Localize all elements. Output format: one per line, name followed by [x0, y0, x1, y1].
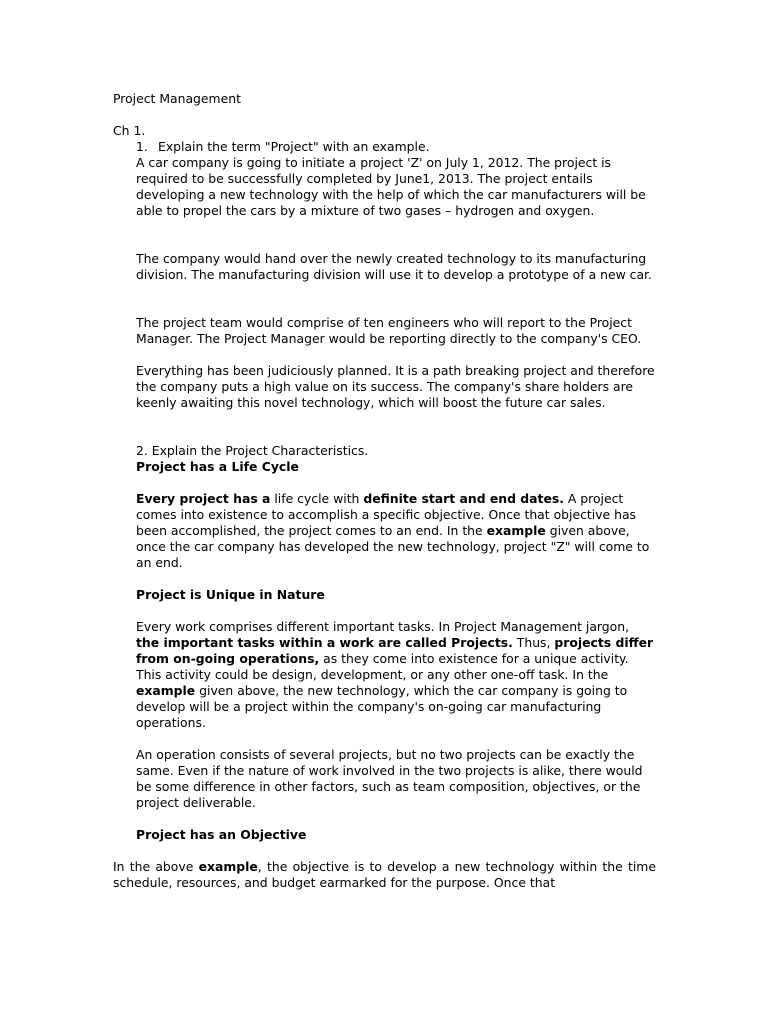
objective-text-1: In the above — [113, 859, 199, 874]
heading-objective: Project has an Objective — [136, 827, 307, 842]
paragraph-car-company: A car company is going to initiate a project 'Z' on July 1, 2012. The project is required to be successfully completed by June1, 2013. The project entails developing a new technology with the help of which the car manufacturers will be able to propel the cars by a mixture of two gases – hydrogen and oxygen. — [136, 155, 646, 218]
heading-life-cycle-wrap — [136, 459, 656, 475]
objective-text-2: , the objective is to develop a new technology within the time schedule, resources, and budget earmarked for the purpose. Once that — [113, 859, 656, 890]
life-bold-3: example — [486, 523, 546, 538]
unique-bold-3: example — [136, 683, 196, 698]
paragraph-handover: The company would hand over the newly created technology to its manufacturing division. The manufacturing division will use it to develop a prototype of a new car. — [136, 251, 652, 282]
objective-bold-1: example — [198, 859, 258, 874]
document-title: Project Management — [113, 91, 241, 106]
paragraph-operation: An operation consists of several projects, but no two projects can be exactly the same. Even if the nature of work involved in the two projects is alike, there would be some difference in other factors, such as team composition, objectives, or the project deliverable. — [136, 747, 643, 810]
life-text-1: life cycle with — [270, 491, 364, 506]
unique-bold-2: projects differ from on-going operations, — [136, 635, 654, 666]
question-1-number: 1. — [136, 139, 148, 154]
paragraph-unique — [136, 619, 656, 731]
unique-bold-1: the important tasks within a work are called Projects. — [136, 635, 513, 650]
question-1-text: Explain the term "Project" with an example. — [158, 139, 430, 154]
paragraph-planning: Everything has been judiciously planned. It is a path breaking project and therefore the company puts a high value on its success. The company's share holders are keenly awaiting this novel technology, which will boost the future car sales. — [136, 363, 655, 410]
paragraph-project-team: The project team would comprise of ten engineers who will report to the Project Manager. The Project Manager would be reporting directly to the company's CEO. — [136, 315, 642, 346]
paragraph-life-cycle — [136, 491, 656, 571]
unique-text-3: as they come into existence for a unique activity. This activity could be design, development, or any other one-off task. In the — [136, 651, 629, 682]
chapter-label: Ch 1. — [113, 123, 146, 138]
question-1 — [136, 139, 656, 155]
unique-text-4: given above, the new technology, which the car company is going to develop will be a project within the company's on-going car manufacturing operations. — [136, 683, 628, 730]
life-text-3: given above, once the car company has developed the new technology, project "Z" will come to an end. — [136, 523, 650, 570]
unique-text-1: Every work comprises different important tasks. In Project Management jargon, — [136, 619, 630, 634]
heading-unique-wrap — [136, 587, 656, 603]
life-text-2: A project comes into existence to accomplish a specific objective. Once that objective has been accomplished, the project comes to an end. In the — [136, 491, 636, 538]
heading-unique: Project is Unique in Nature — [136, 587, 325, 602]
paragraph-objective — [113, 859, 656, 891]
life-bold-1: Every project has a — [136, 491, 271, 506]
question-2: 2. Explain the Project Characteristics. — [136, 443, 369, 458]
unique-text-2: Thus, — [512, 635, 555, 650]
life-bold-2: definite start and end dates. — [363, 491, 564, 506]
heading-objective-wrap — [136, 827, 656, 843]
heading-life-cycle: Project has a Life Cycle — [136, 459, 299, 474]
